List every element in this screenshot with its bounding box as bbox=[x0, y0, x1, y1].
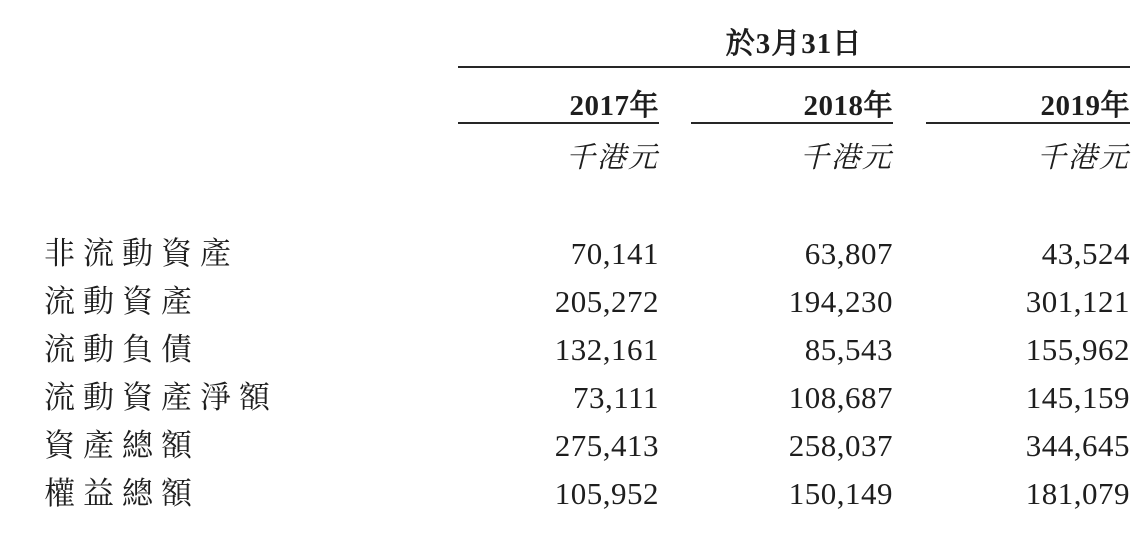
unit-label-2018: 千港元 bbox=[799, 142, 893, 174]
cell-value: 73,111 bbox=[573, 380, 659, 415]
row-label-total-equity: 權益總額 bbox=[44, 476, 200, 511]
year-header-label: 2018年 bbox=[691, 92, 893, 124]
cell-value: 181,079 bbox=[1025, 476, 1130, 511]
cell-value: 194,230 bbox=[788, 284, 893, 319]
cell-value: 301,121 bbox=[1025, 284, 1130, 319]
header-body-gap bbox=[0, 182, 1130, 230]
cell-value: 155,962 bbox=[1025, 332, 1130, 367]
cell-value: 132,161 bbox=[554, 332, 659, 367]
cell-value: 344,645 bbox=[1025, 428, 1130, 463]
cell-value: 85,543 bbox=[804, 332, 893, 367]
year-header-label: 2017年 bbox=[458, 92, 659, 124]
year-header-2017 bbox=[458, 68, 659, 124]
table-date-header: 於3月31日 bbox=[458, 0, 1130, 68]
row-label-non-current-assets: 非流動資產 bbox=[44, 236, 239, 271]
year-header-2018 bbox=[659, 68, 893, 124]
cell-value: 108,687 bbox=[788, 380, 893, 415]
cell-value: 70,141 bbox=[570, 236, 659, 271]
row-label-net-current-assets: 流動資產淨額 bbox=[44, 380, 278, 415]
year-header-2019 bbox=[893, 68, 1130, 124]
cell-value: 258,037 bbox=[788, 428, 893, 463]
row-label-current-liabilities: 流動負債 bbox=[44, 332, 200, 367]
row-label-current-assets: 流動資產 bbox=[44, 284, 200, 319]
cell-value: 105,952 bbox=[554, 476, 659, 511]
unit-label-2017: 千港元 bbox=[565, 142, 659, 174]
row-label-total-assets: 資產總額 bbox=[44, 428, 200, 463]
unit-label-2019: 千港元 bbox=[1036, 142, 1130, 174]
cell-value: 145,159 bbox=[1025, 380, 1130, 415]
cell-value: 150,149 bbox=[788, 476, 893, 511]
year-header-label: 2019年 bbox=[926, 92, 1130, 124]
title-row-left-spacer bbox=[0, 0, 458, 68]
unit-row-spacer bbox=[0, 124, 458, 182]
cell-value: 205,272 bbox=[554, 284, 659, 319]
cell-value: 63,807 bbox=[804, 236, 893, 271]
cell-value: 275,413 bbox=[554, 428, 659, 463]
year-header-spacer bbox=[0, 68, 458, 124]
cell-value: 43,524 bbox=[1041, 236, 1130, 271]
